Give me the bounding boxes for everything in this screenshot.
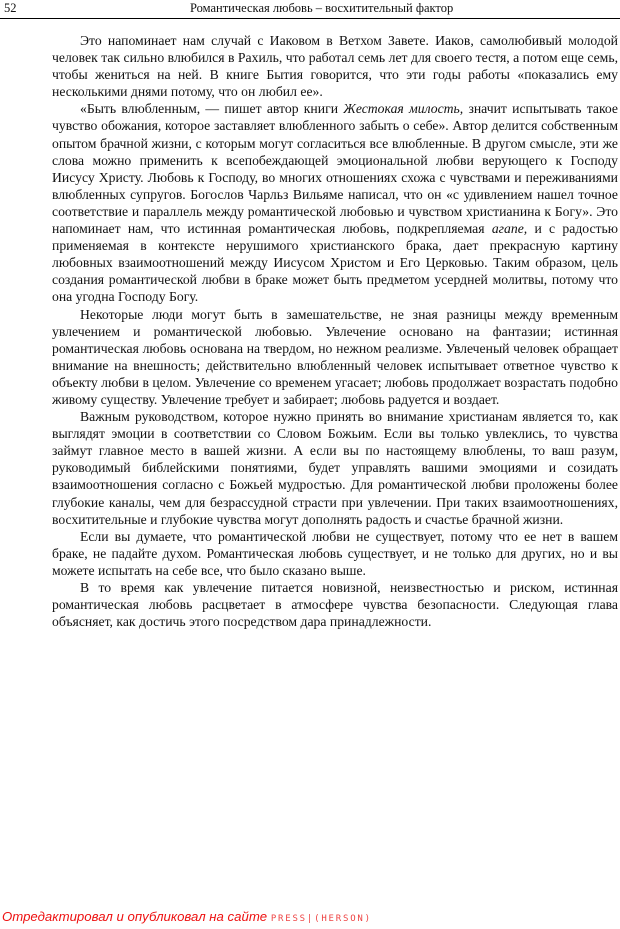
running-title: Романтическая любовь – восхитительный фактор <box>190 1 454 15</box>
paragraph: Если вы думаете, что романтической любви не существует, потому что ее нет в вашем браке, не падайте духом. Романтическая любовь существует, и не только для других, но и вы можете испытать на себе все, что было сказано выше. <box>52 528 618 578</box>
footer-site-link[interactable]: PRESS|(HERSON) <box>270 914 372 924</box>
footer-credit-text: Отредактировал и опубликовал на сайте <box>2 909 268 924</box>
page-header <box>0 0 620 19</box>
paragraph: В то время как увлечение питается новизной, неизвестностью и риском, истинная романтическая любовь расцветает в атмосфере чувства безопасности. Следующая глава объясняет, как достичь этого посредством дара принадлежности. <box>52 580 618 630</box>
paragraph: Важным руководством, которое нужно принять во внимание христианам является то, как выглядят эмоции в соответствии со Словом Божьим. Если вы только увлеклись, то чувства займут главное место в вашей жизни. А если вы по настоящему влюблены, то ваш разум, руководимый библейскими понятиями, будет управлять вашими эмоциями и созидать взаимоотношения согласно с Божьей мудростью. Для романтической любви проложены более глубокие каналы, чем для безрассудной страсти при увлечении. При таких взаимоотношениях, восхитительные и глубокие чувства могут дополнять радость и счастье брачной жизни. <box>52 409 618 527</box>
footer-credit <box>2 909 372 924</box>
paragraph: Это напоминает нам случай с Иаковом в Ветхом Завете. Иаков, самолюбивый молодой человек так сильно влюбился в Рахиль, что работал семь лет для своего тестя, а потом еще семь, чтобы жениться на ней. В книге Бытия говорится, что эти годы работы «показались ему несколькими днями потому, что он любил ее». <box>52 33 618 100</box>
body-text <box>52 32 618 630</box>
paragraph-text: значит испытывать такое чувство обожания, которое заставляет влюбленного забыть о себе». Автор делится собственным опытом брачной жизни, с которым могут согласиться все влюбленные. В другом смысле, эти же слова можно применить к всепобеждающей эмоциональной любви верующего к Господу Иисусу Христу. Любовь к Господу, во многих отношениях схожа с чувствами и переживаниями влюбленных супругов. Богослов Чарльз Вильяме написал, что он «с удивлением нашел точное соответствие и параллель между романтической любовью и чувством христианина к Богу». Это напоминает нам, что истинная романтическая любовь, подкрепляемая <box>52 101 618 237</box>
page-number: 52 <box>4 1 17 15</box>
paragraph-text: и с радостью применяемая в контексте нерушимого христианского брака, дает прекрасную картину любовных взаимоотношений между Иисусом Христом и Его Церковью. Таким образом, цель создания романтической любви в браке может быть предметом усердней молитвы, потому что она угодна Господу Богу. <box>52 221 618 305</box>
term-agape: агапе, <box>491 221 528 237</box>
paragraph: Некоторые люди могут быть в замешательстве, не зная разницы между временным увлечением и романтической любовью. Увлечение основано на фантазии; истинная романтическая любовь основана на твердом, но нежном реализме. Увлеченый человек обращает внимание на внешность; действительно влюбленный человек испытывает ответное чувство к объекту любви в целом. Увлечение со временем угасает; любовь продолжает возрастать подобно живому существу. Увлечение требует и забирает; любовь радуется и воздает. <box>52 306 618 407</box>
paragraph-text: «Быть влюбленным, — пишет автор книги <box>80 101 344 117</box>
paragraph <box>52 100 618 305</box>
book-title: Жестокая милость, <box>343 101 464 117</box>
